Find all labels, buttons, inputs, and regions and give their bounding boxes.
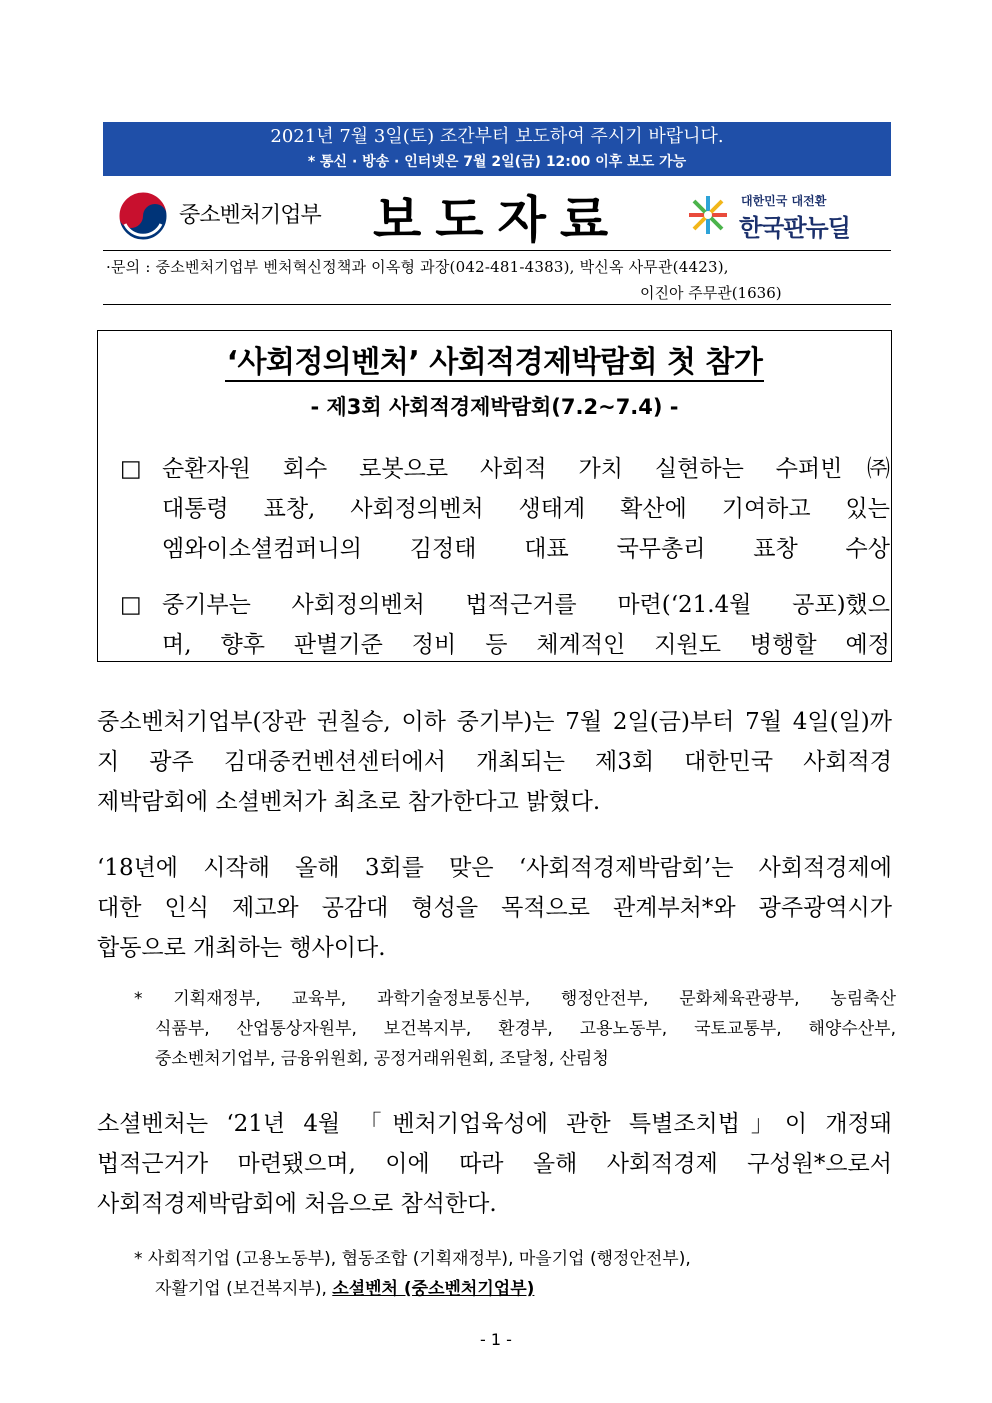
- paragraph-line: 대한 인식 제고와 공감대 형성을 목적으로 관계부처*와 광주광역시가: [97, 895, 892, 921]
- page-number: - 1 -: [480, 1330, 512, 1349]
- headline-text: ‘사회정의벤처’ 사회적경제박람회 첫 참가: [226, 345, 763, 380]
- doc-type-title: 보도자료: [373, 190, 623, 249]
- bullet-text: [162, 585, 890, 665]
- footnote-line: 중소벤처기업부, 금융위원회, 공정거래위원회, 조달청, 산림청: [155, 1049, 609, 1069]
- bullet-line: 엠와이소셜컴퍼니의 김정태 대표 국무총리 표창 수상: [162, 536, 890, 562]
- paragraph-line: 합동으로 개최하는 행사이다.: [97, 935, 386, 961]
- paragraph-line: 사회적경제박람회에 처음으로 참석한다.: [97, 1191, 497, 1217]
- divider: [103, 304, 891, 305]
- footnote-text: 자활기업 (보건복지부),: [155, 1279, 333, 1299]
- headline: [98, 337, 891, 381]
- footnote-line: 식품부, 산업통상자원부, 보건복지부, 환경부, 고용노동부, 국토교통부, 해양수산부,: [155, 1019, 896, 1039]
- bullet-line: 중기부는 사회정의벤처 법적근거를 마련(‘21.4월 공포)했으: [162, 592, 890, 618]
- checkbox-square-icon: □: [120, 456, 142, 482]
- bullet-line: 며, 향후 판별기준 정비 등 체계적인 지원도 병행할 예정: [162, 632, 890, 658]
- summary-bullet: [120, 449, 890, 569]
- footnote: [134, 984, 896, 1074]
- paragraph-line: 제박람회에 소셜벤처가 최초로 참가한다고 밝혔다.: [97, 789, 601, 815]
- bullet-line: 순환자원 회수 로봇으로 사회적 가치 실현하는 수퍼빈㈜: [162, 456, 890, 482]
- embargo-line: 2021년 7월 3일(토) 조간부터 보도하여 주시기 바랍니다.: [270, 126, 724, 147]
- paragraph-line: ‘18년에 시작해 올해 3회를 맞은 ‘사회적경제박람회’는 사회적경제에: [97, 855, 892, 881]
- body-paragraph: [97, 1104, 892, 1224]
- footnote-line: [134, 1274, 896, 1304]
- body-paragraph: [97, 848, 892, 968]
- paragraph-line: 법적근거가 마련됐으며, 이에 따라 올해 사회적경제 구성원*으로서: [97, 1151, 892, 1177]
- new-deal-subtitle: 대한민국 대전환: [741, 194, 827, 208]
- checkbox-square-icon: □: [120, 592, 142, 618]
- bullet-text: [162, 449, 890, 569]
- divider: [103, 250, 891, 251]
- paragraph-line: 소셜벤처는 ‘21년 4월 「벤처기업육성에 관한 특별조치법」이 개정돼: [97, 1111, 892, 1137]
- contact-line: 이진아 주무관(1636): [640, 284, 782, 302]
- bullet-line: 대통령 표창, 사회정의벤처 생태계 확산에 기여하고 있는: [162, 496, 890, 522]
- highlighted-entity: 소셜벤처 (중소벤처기업부): [332, 1279, 535, 1299]
- footnote-line: * 사회적기업 (고용노동부), 협동조합 (기획재정부), 마을기업 (행정안전부),: [134, 1249, 691, 1269]
- contact-line: ·문의 : 중소벤처기업부 벤처혁신정책과 이옥형 과장(042-481-4383), 박신옥 사무관(4423),: [106, 258, 729, 276]
- paragraph-line: 중소벤처기업부(장관 권칠승, 이하 중기부)는 7월 2일(금)부터 7월 4일(일)까: [97, 709, 892, 735]
- paragraph-line: 지 광주 김대중컨벤션센터에서 개최되는 제3회 대한민국 사회적경: [97, 749, 892, 775]
- footnote: [134, 1244, 896, 1304]
- new-deal-name: 한국판뉴딜: [739, 214, 850, 242]
- taegeuk-logo-icon: [117, 190, 169, 242]
- embargo-note: * 통신 · 방송 · 인터넷은 7월 2일(금) 12:00 이후 보도 가능: [307, 154, 687, 170]
- footnote-line: * 기획재정부, 교육부, 과학기술정보통신부, 행정안전부, 문화체육관광부, 농림축산: [134, 989, 896, 1009]
- body-paragraph: [97, 702, 892, 822]
- new-deal-star-icon: [685, 192, 731, 238]
- embargo-banner: [103, 122, 891, 176]
- ministry-name: 중소벤처기업부: [179, 203, 321, 228]
- press-header: [103, 178, 891, 248]
- summary-box: [97, 330, 892, 662]
- sub-headline: - 제3회 사회적경제박람회(7.2~7.4) -: [310, 395, 679, 419]
- summary-bullet: [120, 585, 890, 665]
